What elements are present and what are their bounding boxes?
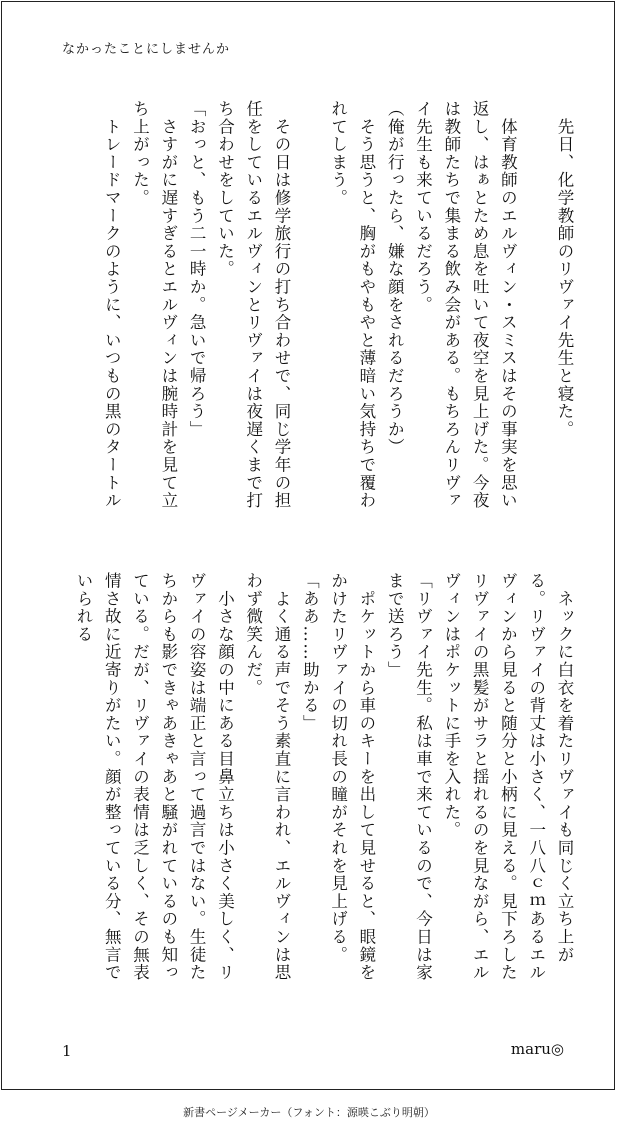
running-header: なかったことにしませんか (62, 42, 231, 57)
paragraph: トレードマークのように、いつもの黒のタートル (102, 100, 122, 510)
paragraph: よく通る声でそう素直に言われ、エルヴィンは思わず微笑んだ。 (243, 572, 292, 982)
book-page (1, 1, 615, 1090)
paragraph (521, 100, 549, 520)
paragraph: ポケットから車のキーを出して見せると、眼鏡をかけたリヴァイの切れ長の瞳がそれを見上げる。 (328, 572, 376, 982)
paragraph: 「リヴァイ先生。私は車で来ているので、今日は家まで送ろう」 (385, 572, 433, 982)
paragraph: ネックに白衣を着たリヴァイも同じく立ち上がる。リヴァイの背丈は小さく、一八八ｃｍあるエルヴィンから見ると随分と小柄に見える。見下ろしたリヴァイの黒髪がサラと揺れるのを見ながら、エルヴィンはポケットに手を入れた。 (441, 572, 574, 982)
text-block-lower (69, 572, 578, 992)
text-block-upper (97, 100, 578, 520)
paragraph: （俺が行ったら、嫌な顔をされるだろうか） (385, 100, 405, 456)
paragraph: 体育教師のエルヴィン・スミスはその事実を思い返し、はぁとため息を吐いて夜空を見上げた。今夜は教師たちで集まる飲み会がある。もちろんリヴァイ先生も来ているだろう。 (413, 100, 518, 510)
paragraph: 先日、化学教師のリヴァイ先生と寝た。 (555, 100, 574, 439)
page-number: 1 (62, 1042, 72, 1060)
footer-credit: 新書ページメーカー（フォント：源暎こぶり明朝） (183, 1106, 435, 1119)
author-name: maru◎ (510, 1040, 564, 1058)
paragraph: 「ああ……助かる」 (300, 572, 320, 733)
paragraph: さすがに遅すぎるとエルヴィンは腕時計を見て立ち上がった。 (130, 100, 178, 510)
paragraph: そう思うと、胸がもやもやと薄暗い気持ちで覆われてしまう。 (328, 100, 376, 510)
paragraph: 小さな顔の中にある目鼻立ちは小さく美しく、リヴァイの容姿は端正と言って過言ではない。生徒たちからも影できゃあきゃあと騒がれているのも知っている。だが、リヴァイの表情は乏しく、その無表情さ故に近寄りがたい。顔が整っている分、無言でいられる (73, 572, 235, 982)
paragraph: その日は修学旅行の打ち合わせで、同じ学年の担任をしているエルヴィンとリヴァイは夜遅くまで打ち合わせをしていた。 (215, 100, 292, 510)
paragraph: 「おっと、もう二一時か。急いで帰ろう」 (187, 100, 207, 439)
paragraph (295, 100, 323, 520)
